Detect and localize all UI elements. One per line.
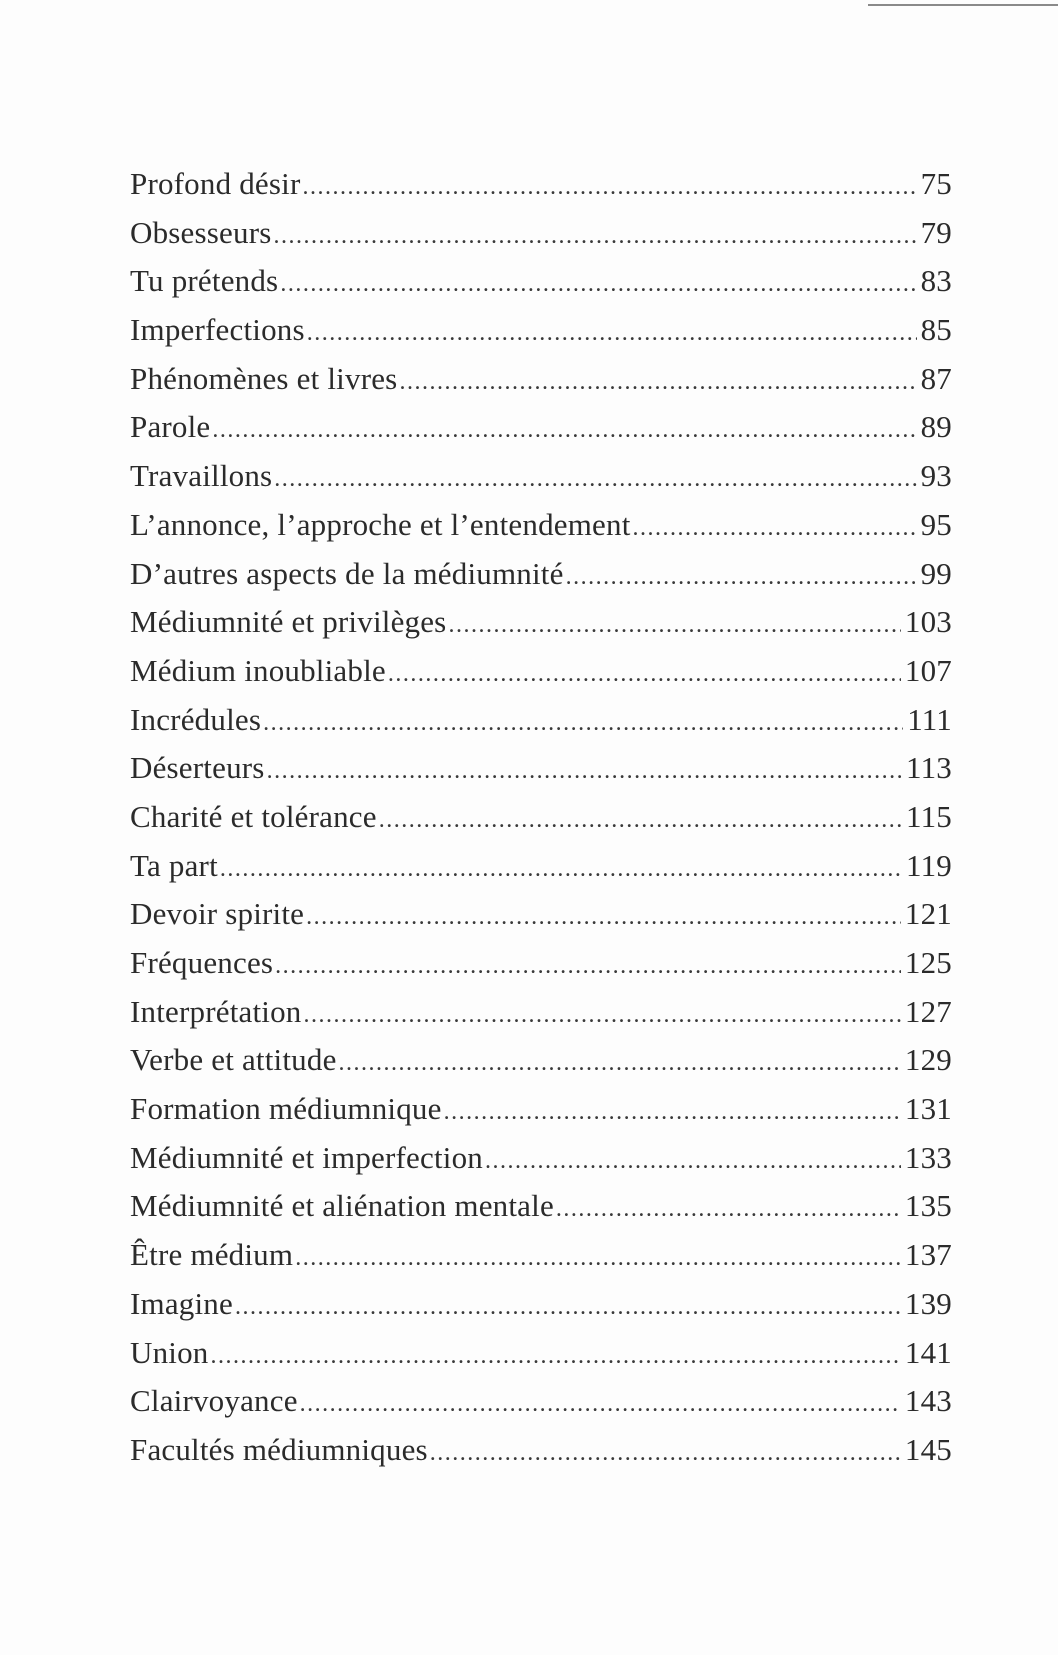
toc-entry-page: 121 — [904, 896, 952, 932]
toc-entry-page: 135 — [904, 1188, 952, 1224]
dot-leader — [379, 807, 902, 834]
toc-entry-page: 129 — [904, 1042, 952, 1078]
toc-entry[interactable] — [130, 896, 952, 945]
toc-entry-title: Imperfections — [130, 312, 305, 348]
toc-entry-title: Interprétation — [130, 993, 302, 1029]
toc-entry-page: 93 — [920, 458, 952, 494]
toc-entry-title: Phénomènes et livres — [130, 360, 398, 396]
toc-entry[interactable] — [130, 945, 952, 994]
toc-entry-title: Union — [130, 1334, 209, 1370]
toc-entry[interactable] — [130, 458, 952, 507]
toc-entry[interactable] — [130, 750, 952, 799]
dot-leader — [267, 758, 902, 785]
toc-entry-title: Facultés médiumniques — [130, 1431, 428, 1467]
dot-leader — [263, 710, 903, 737]
toc-entry-page: 85 — [920, 312, 952, 348]
toc-entry-page: 89 — [920, 409, 952, 445]
toc-entry[interactable] — [130, 604, 952, 653]
toc-entry-title: Médiumnité et privilèges — [130, 604, 447, 640]
toc-entry-title: Médium inoubliable — [130, 652, 386, 688]
toc-entry-page: 137 — [904, 1237, 952, 1273]
dot-leader — [235, 1294, 901, 1321]
toc-entry-page: 145 — [904, 1431, 952, 1467]
toc-entry[interactable] — [130, 1091, 952, 1140]
toc-entry[interactable] — [130, 653, 952, 702]
toc-entry-title: Imagine — [130, 1285, 233, 1321]
dot-leader — [211, 1343, 901, 1370]
toc-entry[interactable] — [130, 312, 952, 361]
toc-entry-title: Travaillons — [130, 458, 273, 494]
toc-entry-title: Obsesseurs — [130, 214, 272, 250]
dot-leader — [430, 1440, 901, 1467]
dot-leader — [448, 612, 900, 639]
toc-entry-page: 95 — [920, 506, 952, 542]
toc-entry-page: 131 — [904, 1091, 952, 1127]
dot-leader — [212, 417, 916, 444]
dot-leader — [306, 904, 901, 931]
toc-entry-page: 139 — [904, 1285, 952, 1321]
toc-entry-title: Clairvoyance — [130, 1383, 298, 1419]
toc-entry[interactable] — [130, 994, 952, 1043]
toc-entry-page: 115 — [906, 798, 952, 834]
toc-entry-title: Formation médiumnique — [130, 1091, 442, 1127]
toc-entry[interactable] — [130, 1432, 952, 1481]
dot-leader — [633, 515, 917, 542]
toc-entry-title: Tu prétends — [130, 263, 279, 299]
dot-leader — [274, 466, 916, 493]
dot-leader — [307, 320, 917, 347]
toc-entry[interactable] — [130, 1188, 952, 1237]
dot-leader — [300, 1391, 901, 1418]
toc-entry[interactable] — [130, 799, 952, 848]
toc-entry-title: Charité et tolérance — [130, 798, 377, 834]
toc-entry[interactable] — [130, 1237, 952, 1286]
toc-entry[interactable] — [130, 1042, 952, 1091]
dot-leader — [304, 1002, 901, 1029]
toc-entry-page: 87 — [920, 360, 952, 396]
toc-entry-title: Médiumnité et imperfection — [130, 1139, 483, 1175]
dot-leader — [566, 564, 917, 591]
toc-entry-title: Être médium — [130, 1237, 294, 1273]
toc-entry-page: 83 — [920, 263, 952, 299]
toc-entry[interactable] — [130, 361, 952, 410]
toc-entry-title: Devoir spirite — [130, 896, 305, 932]
toc-entry-page: 141 — [904, 1334, 952, 1370]
dot-leader — [275, 953, 901, 980]
dot-leader — [303, 174, 917, 201]
toc-entry-title: L’annonce, l’approche et l’entendement — [130, 506, 631, 542]
toc-entry-page: 143 — [904, 1383, 952, 1419]
toc-entry-title: Verbe et attitude — [130, 1042, 337, 1078]
dot-leader — [280, 271, 916, 298]
dot-leader — [339, 1050, 901, 1077]
toc-entry[interactable] — [130, 702, 952, 751]
toc-entry[interactable] — [130, 409, 952, 458]
toc-entry-page: 119 — [906, 847, 952, 883]
toc-entry-page: 79 — [920, 214, 952, 250]
toc-entry-title: Profond désir — [130, 166, 301, 201]
toc-entry-title: Ta part — [130, 847, 218, 883]
dot-leader — [556, 1196, 901, 1223]
dot-leader — [399, 369, 916, 396]
toc-entry[interactable] — [130, 1383, 952, 1432]
top-rule — [868, 4, 1058, 6]
table-of-contents — [130, 166, 952, 1481]
dot-leader — [444, 1099, 901, 1126]
toc-entry-title: Incrédules — [130, 701, 262, 737]
toc-entry-page: 99 — [920, 555, 952, 591]
toc-entry[interactable] — [130, 1335, 952, 1384]
toc-entry[interactable] — [130, 215, 952, 264]
toc-entry[interactable] — [130, 848, 952, 897]
toc-entry-page: 127 — [904, 993, 952, 1029]
toc-entry-title: Médiumnité et aliénation mentale — [130, 1188, 554, 1224]
toc-entry-title: Fréquences — [130, 945, 274, 980]
toc-entry[interactable] — [130, 263, 952, 312]
toc-entry-page: 111 — [907, 701, 952, 737]
toc-entry-page: 133 — [904, 1139, 952, 1175]
toc-entry[interactable] — [130, 1286, 952, 1335]
dot-leader — [485, 1148, 901, 1175]
toc-entry[interactable] — [130, 1140, 952, 1189]
toc-entry-page: 125 — [904, 945, 952, 980]
toc-entry[interactable] — [130, 507, 952, 556]
toc-entry-title: Déserteurs — [130, 750, 265, 786]
dot-leader — [295, 1245, 901, 1272]
toc-entry-page: 75 — [920, 166, 952, 201]
toc-entry-title: D’autres aspects de la médiumnité — [130, 555, 564, 591]
dot-leader — [220, 856, 902, 883]
toc-entry-title: Parole — [130, 409, 211, 445]
dot-leader — [388, 661, 901, 688]
dot-leader — [274, 223, 917, 250]
toc-entry-page: 113 — [906, 750, 952, 786]
toc-entry[interactable] — [130, 166, 952, 215]
toc-entry-page: 103 — [904, 604, 952, 640]
toc-entry[interactable] — [130, 556, 952, 605]
toc-entry-page: 107 — [904, 652, 952, 688]
